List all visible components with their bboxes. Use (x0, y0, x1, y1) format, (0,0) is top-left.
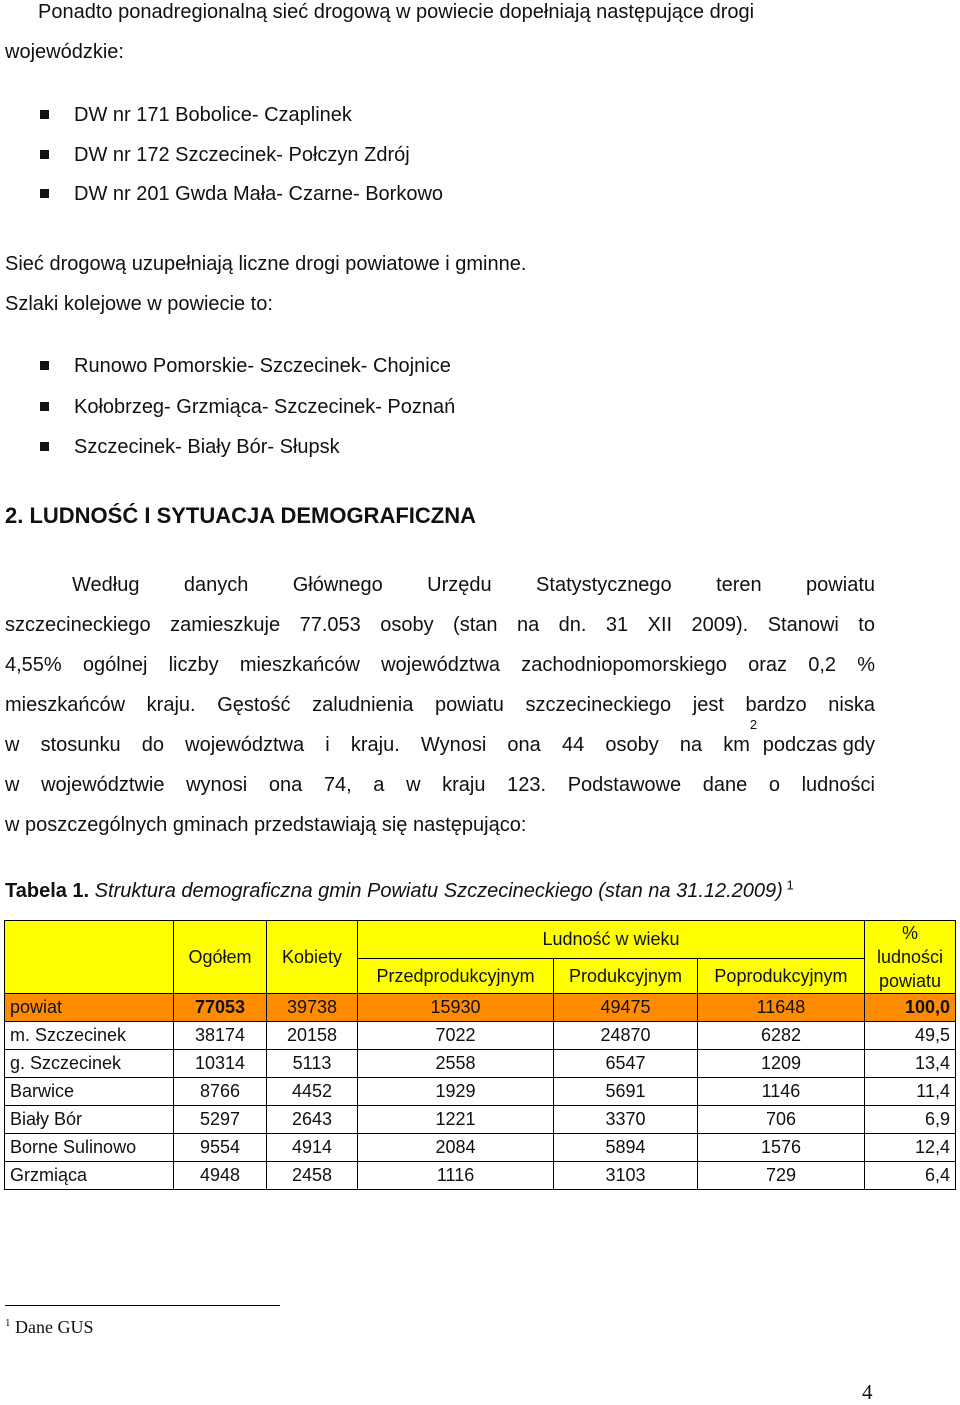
cell-post: 729 (697, 1162, 864, 1190)
table-row-total (5, 994, 956, 1022)
row-name: g. Szczecinek (5, 1050, 174, 1078)
cell-pct: 49,5 (865, 1022, 956, 1050)
cell-post: 1576 (697, 1134, 864, 1162)
paragraph-line: szczecineckiego zamieszkuje 77.053 osoby (stan na dn. 31 XII 2009). Stanowi to (5, 614, 875, 636)
paragraph-line: 4,55% ogólnej liczby mieszkańców województwa zachodniopomorskiego oraz 0,2 % (5, 654, 875, 676)
cell-pre: 7022 (358, 1022, 554, 1050)
cell-prod: 3103 (554, 1162, 698, 1190)
cell-women: 2458 (267, 1162, 358, 1190)
bullet-square-icon (40, 361, 49, 370)
cell-women: 20158 (267, 1022, 358, 1050)
cell-total: 77053 (174, 994, 267, 1022)
cell-pct: 100,0 (865, 994, 956, 1022)
row-name: Barwice (5, 1078, 174, 1106)
cell-post: 11648 (697, 994, 864, 1022)
paragraph-line: Według danych Głównego Urzędu Statystycznego teren powiatu (72, 574, 875, 596)
table-row (5, 1078, 956, 1106)
column-header-productive: Produkcyjnym (554, 959, 698, 994)
bullet-square-icon (40, 150, 49, 159)
cell-pct: 11,4 (865, 1078, 956, 1106)
cell-post: 706 (697, 1106, 864, 1134)
table-header-empty (5, 921, 174, 994)
section-heading: 2. LUDNOŚĆ I SYTUACJA DEMOGRAFICZNA (5, 503, 476, 528)
column-header-total: Ogółem (174, 921, 267, 994)
cell-women: 4914 (267, 1134, 358, 1162)
table-row (5, 1050, 956, 1078)
caption-footnote-ref: 1 (782, 877, 794, 893)
intro-line-1: Ponadto ponadregionalną sieć drogową w powiecie dopełniają następujące drogi (38, 1, 755, 23)
cell-total: 38174 (174, 1022, 267, 1050)
table-row (5, 1022, 956, 1050)
bullet-square-icon (40, 442, 49, 451)
row-name: Biały Bór (5, 1106, 174, 1134)
cell-prod: 5691 (554, 1078, 698, 1106)
paragraph-line: w poszczególnych gminach przedstawiają się następująco: (5, 814, 527, 836)
paragraph-line: mieszkańców kraju. Gęstość zaludnienia powiatu szczecineckiego jest bardzo niska (5, 694, 875, 716)
row-name: Borne Sulinowo (5, 1134, 174, 1162)
column-group-header: Ludność w wieku (358, 921, 865, 959)
cell-prod: 24870 (554, 1022, 698, 1050)
cell-pct: 12,4 (865, 1134, 956, 1162)
paragraph-line: w stosunku do województwa i kraju. Wynosi ona 44 osoby na km 2 podczas gdy (5, 717, 875, 756)
cell-women: 4452 (267, 1078, 358, 1106)
cell-pre: 1221 (358, 1106, 554, 1134)
cell-post: 1146 (697, 1078, 864, 1106)
cell-total: 10314 (174, 1050, 267, 1078)
paragraph-line: w województwie wynosi ona 74, a w kraju 123. Podstawowe dane o ludności (5, 774, 875, 796)
road-network-text: Sieć drogową uzupełniają liczne drogi powiatowe i gminne. (5, 253, 527, 275)
row-name: powiat (5, 994, 174, 1022)
cell-total: 8766 (174, 1078, 267, 1106)
cell-prod: 6547 (554, 1050, 698, 1078)
demographic-table (4, 920, 956, 1190)
footnote-divider (5, 1305, 280, 1306)
cell-pct: 13,4 (865, 1050, 956, 1078)
cell-pre: 2558 (358, 1050, 554, 1078)
cell-pct: 6,4 (865, 1162, 956, 1190)
cell-pct: 6,9 (865, 1106, 956, 1134)
cell-pre: 1116 (358, 1162, 554, 1190)
cell-women: 5113 (267, 1050, 358, 1078)
bullet-square-icon (40, 189, 49, 198)
page-number: 4 (862, 1380, 873, 1404)
cell-women: 39738 (267, 994, 358, 1022)
cell-pre: 15930 (358, 994, 554, 1022)
cell-prod: 49475 (554, 994, 698, 1022)
column-header-women: Kobiety (267, 921, 358, 994)
cell-total: 5297 (174, 1106, 267, 1134)
table-row (5, 1106, 956, 1134)
rail-intro-text: Szlaki kolejowe w powiecie to: (5, 293, 273, 315)
table-caption (5, 871, 794, 911)
caption-text: Struktura demograficzna gmin Powiatu Szczecineckiego (stan na 31.12.2009) (89, 880, 783, 902)
bullet-square-icon (40, 110, 49, 119)
caption-label: Tabela 1. (5, 880, 90, 902)
cell-total: 9554 (174, 1134, 267, 1162)
cell-pre: 2084 (358, 1134, 554, 1162)
cell-pre: 1929 (358, 1078, 554, 1106)
bullet-square-icon (40, 402, 49, 411)
cell-women: 2643 (267, 1106, 358, 1134)
footnote: $^1$ Dane GUS (5, 1317, 94, 1337)
column-header-postproductive: Poprodukcyjnym (697, 959, 864, 994)
cell-post: 6282 (697, 1022, 864, 1050)
cell-prod: 3370 (554, 1106, 698, 1134)
cell-post: 1209 (697, 1050, 864, 1078)
row-name: Grzmiąca (5, 1162, 174, 1190)
table-row (5, 1162, 956, 1190)
cell-total: 4948 (174, 1162, 267, 1190)
column-header-percent: % ludności powiatu (865, 921, 956, 994)
column-header-preproductive: Przedprodukcyjnym (358, 959, 554, 994)
table-row (5, 1134, 956, 1162)
cell-prod: 5894 (554, 1134, 698, 1162)
row-name: m. Szczecinek (5, 1022, 174, 1050)
intro-line-2: wojewódzkie: (5, 41, 124, 63)
